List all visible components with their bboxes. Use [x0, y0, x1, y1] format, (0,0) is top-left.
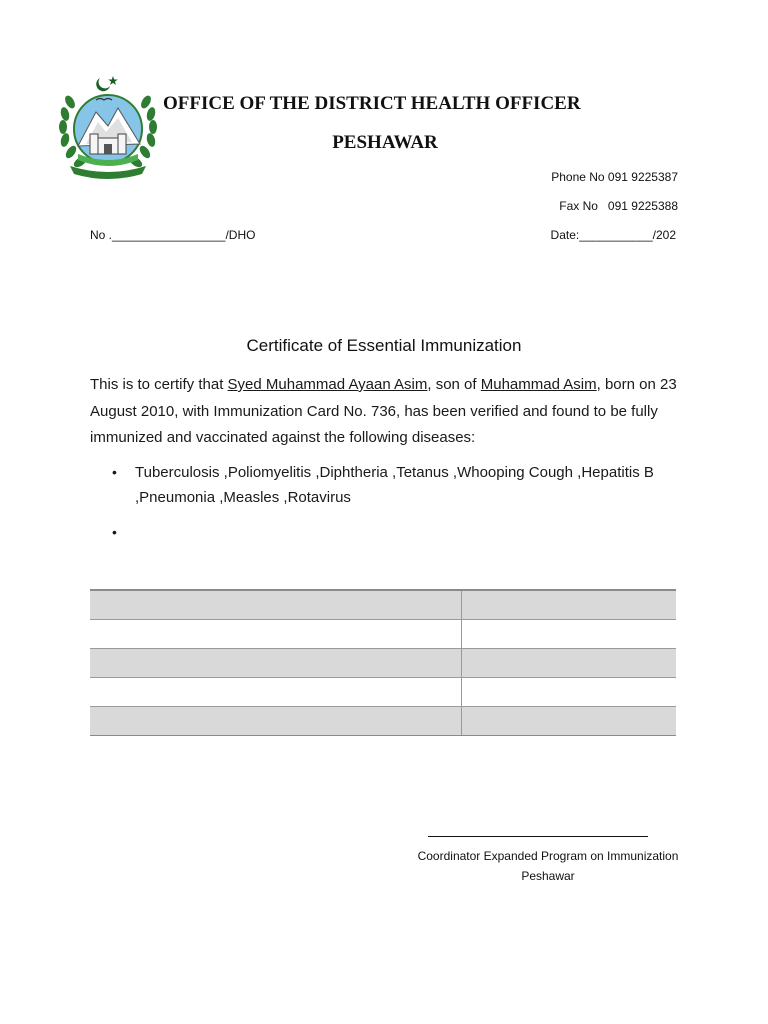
- fax-number: Fax No 091 9225388: [559, 199, 678, 213]
- immunization-table: [90, 589, 676, 736]
- office-city: PESHAWAR: [332, 132, 438, 153]
- table-cell: [90, 590, 462, 620]
- disease-list-item: • Tuberculosis ,Poliomyelitis ,Diphtheria ,Tetanus ,Whooping Cough ,Hepatitis B ,Pneumonia ,Measles ,Rotavirus: [115, 460, 675, 510]
- table-row: [90, 620, 676, 649]
- disease-list: [115, 460, 675, 545]
- signature-block: [380, 846, 716, 886]
- signatory-title: Coordinator Expanded Program on Immunization: [417, 849, 679, 863]
- table-row: [90, 649, 676, 678]
- certificate-statement: [90, 372, 680, 452]
- certificate-title: Certificate of Essential Immunization: [246, 336, 522, 355]
- table-cell: [462, 620, 677, 649]
- statement-rest: , born on 23 August 2010, with Immunization Card No. 736, has been verified and found to be fully immunized and vaccinated against the following diseases:: [90, 376, 677, 446]
- table-cell: [90, 707, 462, 736]
- child-name: Syed Muhammad Ayaan Asim: [227, 376, 428, 393]
- table-row: [90, 707, 676, 736]
- table-cell: [90, 678, 462, 707]
- table-cell: [462, 678, 677, 707]
- table-cell: [90, 620, 462, 649]
- signatory-city: Peshawar: [521, 869, 575, 883]
- table-row: [90, 590, 676, 620]
- statement-intro: This is to certify that: [90, 376, 228, 393]
- government-emblem-logo: [56, 74, 160, 182]
- table-row: [90, 678, 676, 707]
- father-name: Muhammad Asim: [480, 376, 597, 393]
- signature-line: [428, 836, 648, 837]
- table-cell: [462, 590, 677, 620]
- reference-number: No ._________________/DHO: [90, 228, 256, 242]
- statement-son-of: , son of: [427, 376, 481, 393]
- empty-list-item: [115, 520, 675, 545]
- phone-number: Phone No 091 9225387: [551, 170, 678, 184]
- table-cell: [462, 649, 677, 678]
- table-cell: [462, 707, 677, 736]
- date-field: Date:___________/202: [550, 228, 676, 242]
- office-title: OFFICE OF THE DISTRICT HEALTH OFFICER: [163, 93, 581, 114]
- table-cell: [90, 649, 462, 678]
